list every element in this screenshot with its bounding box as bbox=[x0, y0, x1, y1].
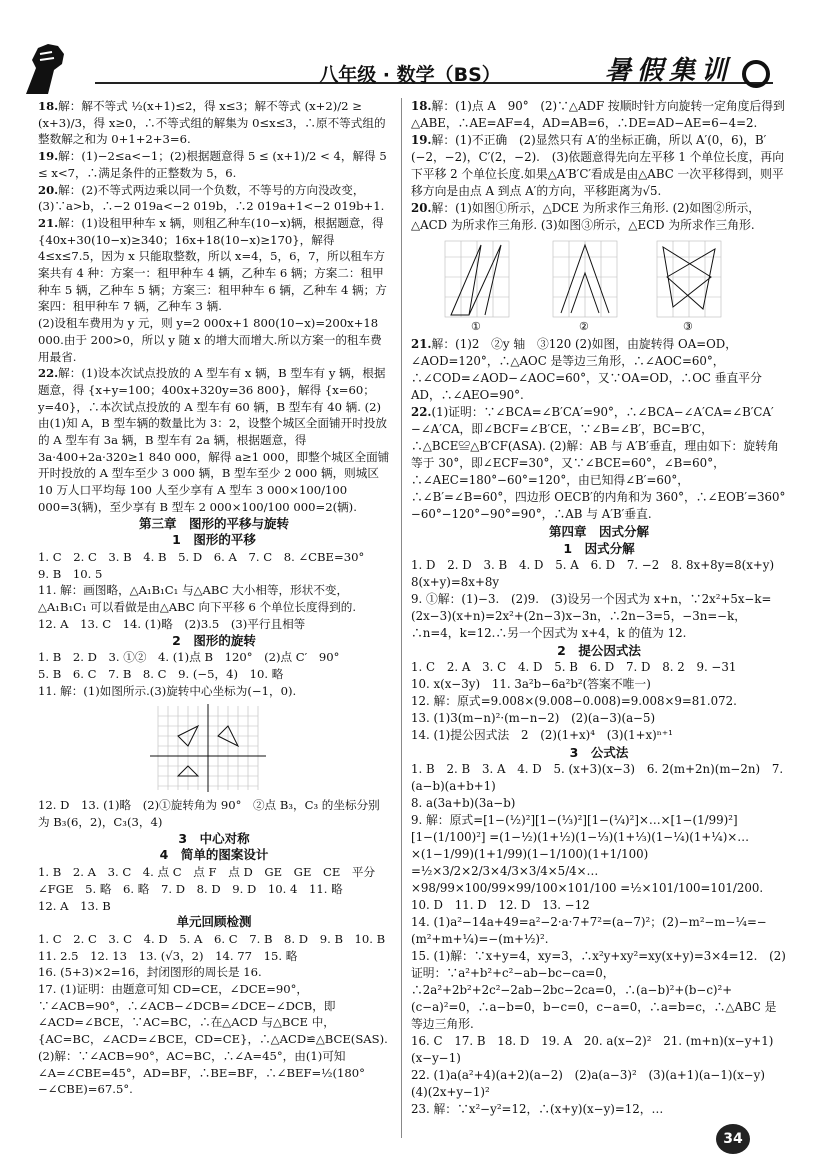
answer-line: (2)解：∵∠ACB=90°，AC=BC，∴∠A=45°，由(1)可知∠A=∠CBE=45°，AD=BF，∴BE=BF，∴∠BEF=½(180°−∠CBE)=67.5°. bbox=[38, 1048, 365, 1097]
left-column bbox=[38, 98, 390, 1098]
section-heading: 1 因式分解 bbox=[563, 541, 635, 556]
three-grid-figures bbox=[411, 237, 787, 333]
answer-item: 19.解：(1)−2≤a<−1；(2)根据题意得 5 ≤ (x+1)/2 < 4，解得 5 ≤ x<7，∴满足条件的正整数为 5，6. bbox=[38, 149, 387, 180]
answer-line: 11. 解：(1)如图所示.(3)旋转中心坐标为(−1，0). bbox=[38, 683, 297, 698]
answer-line: 12. A 13. B bbox=[38, 898, 111, 913]
answer-line: 14. (1)a²−14a+49=a²−2·a·7+7²=(a−7)²；(2)−m²−m−¼=−(m²+m+¼)=−(m+½)². bbox=[411, 915, 767, 946]
answer-item: (2)设租车费用为 y 元，则 y=2 000x+1 800(10−x)=200x+18 000.由于 200>0，所以 y 随 x 的增大而增大.所以方案一的租车费用最省. bbox=[38, 316, 382, 364]
answer-line: 1. C 2. C 3. B 4. B 5. D 6. A 7. C 8. ∠CBE=30° bbox=[38, 549, 365, 564]
answer-line: 11. 2.5 12. 13 13. (√3，2) 14. 77 15. 略 bbox=[38, 948, 298, 963]
answer-item: 21.解：(1)2 ②y 轴 ③120 (2)如图，由旋转得 OA=OD，∠AOD=120°，∴△AOC 是等边三角形，∴∠AOC=60°，∴∠COD=∠AOD−∠AOC=60°，又∵OA=OD，∴OC 垂直平分 AD，∴∠AEO=90°. bbox=[411, 337, 762, 402]
answer-line: 12. A 13. C 14. (1)略 (2)3.5 (3)平行且相等 bbox=[38, 616, 306, 631]
ring-logo-icon bbox=[742, 60, 770, 88]
answer-line: 12. 解：原式=9.008×(9.008−0.008)=9.008×9=81.072. bbox=[411, 694, 737, 708]
section-heading: 3 中心对称 bbox=[178, 830, 250, 846]
answer-line: 22. (1)a(a²+4)(a+2)(a−2) (2)a(a−3)² (3)(a+1)(a−1)(x−y) (4)(2x+y−1)² bbox=[411, 1068, 777, 1099]
page-header bbox=[0, 0, 828, 92]
answer-item: 20.解：(2)不等式两边乘以同一个负数，不等号的方向没改变，(3)∵a>b，∴−2 019a<−2 019b，∴2 019a+1<−2 019b+1. bbox=[38, 182, 385, 214]
answer-line: 13. (1)3(m−n)²·(m−n−2) (2)(a−3)(a−5) bbox=[411, 711, 656, 725]
answer-line: 16. (5+3)×2=16，封闭图形的周长是 16. bbox=[38, 965, 262, 980]
answer-line: 9. ①解：(1)−3. (2)9. (3)设另一个因式为 x+n，∵2x²+5x−k=(2x−3)(x+n)=2x²+(2n−3)x−3n，∴2n−3=5，−3n=−k，∴n=4，k=12.∴另一个因式为 x+4，k 的值为 12. bbox=[411, 592, 772, 640]
answer-line: 14. (1)提公因式法 2 (2)(1+x)⁴ (3)(1+x)ⁿ⁺¹ bbox=[411, 728, 673, 742]
brand-title: 暑假集训 bbox=[604, 56, 733, 86]
answer-item: 22.解：(1)设本次试点投放的 A 型车有 x 辆，B 型车有 y 辆，根据题意，得 {x+y=100；400x+320y=36 800}，解得 {x=60；y=40}，∴本次试点投放的 A 型车有 60 辆，B 型车有 40 辆. (2)由(1)知 A，B 型车辆的数量比为 3：2，设整个城区全面铺开时投放的 A 型车有 3a 辆，B 型车有 2a 辆，根据题意，得 3a·400+2a·320≥1 840 000，解得 a≥1 000，即整个城区全面铺开时投放的 A 型车至少 3 000 辆，B 型车至少 2 000 辆，则城区 10 万人口平均每 100 人至少享有 A 型车 3 000×100/100 000=3(辆)，至少享有 B 型车 2 000×100/100 000=2(辆). bbox=[38, 366, 390, 514]
figure-label-1: ① bbox=[471, 320, 481, 333]
answer-item: 22.(1)证明：∵∠BCA=∠B′CA′=90°，∴∠BCA−∠A′CA=∠B′CA′−∠A′CA，即∠BCF=∠B′CE，∵∠B=∠B′，BC=B′C，∴△BCE≌△B′CF(ASA). (2)解：AB 与 A′B′垂直，理由如下：旋转角等于 30°，即∠ECF=30°，又∵∠BCE=60°，∠B=60°，∴∠AEC=180°−60°=120°，由已知得∠B′=60°，∴∠B′=∠B=60°，四边形 OECB′的内角和为 360°，∴∠EOB′=360°−60°−120°−90°=90°，∴AB 与 A′B′垂直. bbox=[411, 405, 786, 521]
answer-item: 18.解：(1)点 A 90° (2)∵△ADF 按顺时针方向旋转一定角度后得到△ABE，∴AE=AF=4，AD=AB=6，∴DE=AD−AE=6−4=2. bbox=[411, 99, 785, 130]
section-heading: 2 图形的旋转 bbox=[172, 632, 256, 648]
answer-line: 1. C 2. C 3. C 4. D 5. A 6. C 7. B 8. D 9. B 10. B bbox=[38, 931, 386, 946]
column-divider bbox=[401, 98, 402, 1138]
answer-line: 1. B 2. D 3. ①② 4. (1)点 B 120° (2)点 C′ 90° bbox=[38, 650, 340, 665]
answer-line: 1. B 2. A 3. C 4. 点 C 点 F 点 D GE GE CE 平分 ∠FGE 5. 略 6. 略 7. D 8. D 9. D 10. 4 11. 略 bbox=[38, 865, 387, 896]
section-heading: 单元回顾检测 bbox=[176, 914, 252, 930]
section-heading: 1 图形的平移 bbox=[172, 532, 256, 548]
answer-item: 21.解：(1)设租甲种车 x 辆，则租乙种车(10−x)辆，根据题意，得 {40x+30(10−x)≥340；16x+18(10−x)≥170}，解得 4≤x≤7.5，因为 x 只能取整数，所以 x=4，5，6，7，所以租车方案共有 4 种：方案一：租甲种车 4 辆，乙种车 6 辆；方案二：租甲种车 5 辆，乙种车 5 辆；方案三：租甲种车 6 辆，乙种车 4 辆；方案四：租甲种车 7 辆，乙种车 3 辆. bbox=[38, 215, 387, 314]
figure-label-2: ② bbox=[579, 320, 589, 333]
section-heading: 3 公式法 bbox=[569, 745, 629, 760]
answer-line: 16. C 17. B 18. D 19. A 20. a(x−2)² 21. (m+n)(x−y+1)(x−y−1) bbox=[411, 1034, 774, 1065]
answer-line: 12. D 13. (1)略 (2)①旋转角为 90° ②点 B₃，C₃ 的坐标分别为 B₃(6，2)，C₃(3，4) bbox=[38, 798, 380, 830]
fist-logo-icon bbox=[18, 38, 78, 96]
page-number: 34 bbox=[716, 1124, 750, 1154]
section-heading: 4 简单的图案设计 bbox=[159, 847, 269, 863]
answer-line: 1. D 2. D 3. B 4. D 5. A 6. D 7. −2 8. 8x+8y=8(x+y) 8(x+y)=8x+8y bbox=[411, 558, 786, 589]
answer-item: 20.解：(1)如图①所示，△DCE 为所求作三角形. (2)如图②所示，△ACD 为所求作三角形. (3)如图③所示，△ECD 为所求作三角形. bbox=[411, 201, 761, 232]
answer-line: 9. B 10. 5 bbox=[38, 566, 103, 581]
grade-subject-title: 八年级 · 数学（BS） bbox=[319, 64, 501, 86]
answer-line: 10. D 11. D 12. D 13. −12 bbox=[411, 898, 590, 912]
right-column bbox=[411, 98, 787, 1118]
chapter-heading: 第四章 因式分解 bbox=[548, 524, 649, 539]
answer-line: 1. C 2. A 3. C 4. D 5. B 6. D 7. D 8. 2 9. −31 bbox=[411, 660, 737, 674]
answer-line: 1. B 2. B 3. A 4. D 5. (x+3)(x−3) 6. 2(m+2n)(m−2n) 7. (a−b)(a+b+1) bbox=[411, 762, 784, 793]
answer-item: 19.解：(1)不正确 (2)显然只有 A′的坐标正确，所以 A′(0，6)，B′(−2，−2)，C′(2，−2). (3)依题意得先向左平移 1 个单位长度，再向下平移 2 个单位长度.如果△A′B′C′看成是由△ABC 一次平移得到，则平移方向是由点 A 到点 A′的方向，平移距离为√5. bbox=[411, 133, 784, 198]
answer-line: 8. a(3a+b)(3a−b) bbox=[411, 796, 516, 810]
figure-label-3: ③ bbox=[683, 320, 693, 333]
answer-line: 17. (1)证明：由题意可知 CD=CE，∠DCE=90°，∵∠ACB=90°，∴∠ACB−∠DCB=∠DCE−∠DCB，即∠ACD=∠BCE，∵AC=BC，∴在△ACD 与△BCE 中，{AC=BC，∠ACD=∠BCE，CD=CE}，∴△ACD≌△BCE(SAS). bbox=[38, 982, 388, 1047]
answer-line: 23. 解：∵x²−y²=12，∴(x+y)(x−y)=12，… bbox=[411, 1102, 664, 1116]
chapter-heading: 第三章 图形的平移与旋转 bbox=[138, 515, 289, 531]
answer-line: 5. B 6. C 7. B 8. C 9. (−5，4) 10. 略 bbox=[38, 666, 284, 681]
answer-line: 11. 解：画图略，△A₁B₁C₁ 与△ABC 大小相等，形状不变，△A₁B₁C₁ 可以看做是由△ABC 向下平移 6 个单位长度得到的. bbox=[38, 583, 357, 615]
answer-line: 15. (1)解：∵x+y=4，xy=3，∴x²y+xy²=xy(x+y)=3×4=12. (2)证明：∵a²+b²+c²−ab−bc−ca=0，∴2a²+2b²+2c²−2ab−2bc−2ca=0，∴(a−b)²+(b−c)²+(c−a)²=0，∴a−b=0，b−c=0，c−a=0，∴a=b=c，∴△ABC 是等边三角形. bbox=[411, 949, 786, 1031]
section-heading: 2 提公因式法 bbox=[557, 643, 641, 658]
answer-line: 10. x(x−3y) 11. 3a²b−6a²b²(答案不唯一) bbox=[411, 677, 651, 691]
coordinate-grid-figure bbox=[38, 702, 390, 794]
answer-line: 9. 解：原式=[1−(½)²][1−(⅓)²][1−(¼)²]×…×[1−(1/99)²][1−(1/100)²] =(1−½)(1+½)(1−⅓)(1+⅓)(1−¼)(1+¼)×…×(1−1/99)(1+1/99)(1−1/100)(1+1/100) =½×3/2×2/3×4/3×3/4×5/4×…×98/99×100/99×99/100×101/100 =½×101/100=101/200. bbox=[411, 813, 764, 895]
answer-item: 18.解：解不等式 ½(x+1)≤2，得 x≤3；解不等式 (x+2)/2 ≥ (x+3)/3，得 x≥0，∴不等式组的解集为 0≤x≤3，∴原不等式组的整数解之和为 0+1+2+3=6. bbox=[38, 99, 386, 147]
